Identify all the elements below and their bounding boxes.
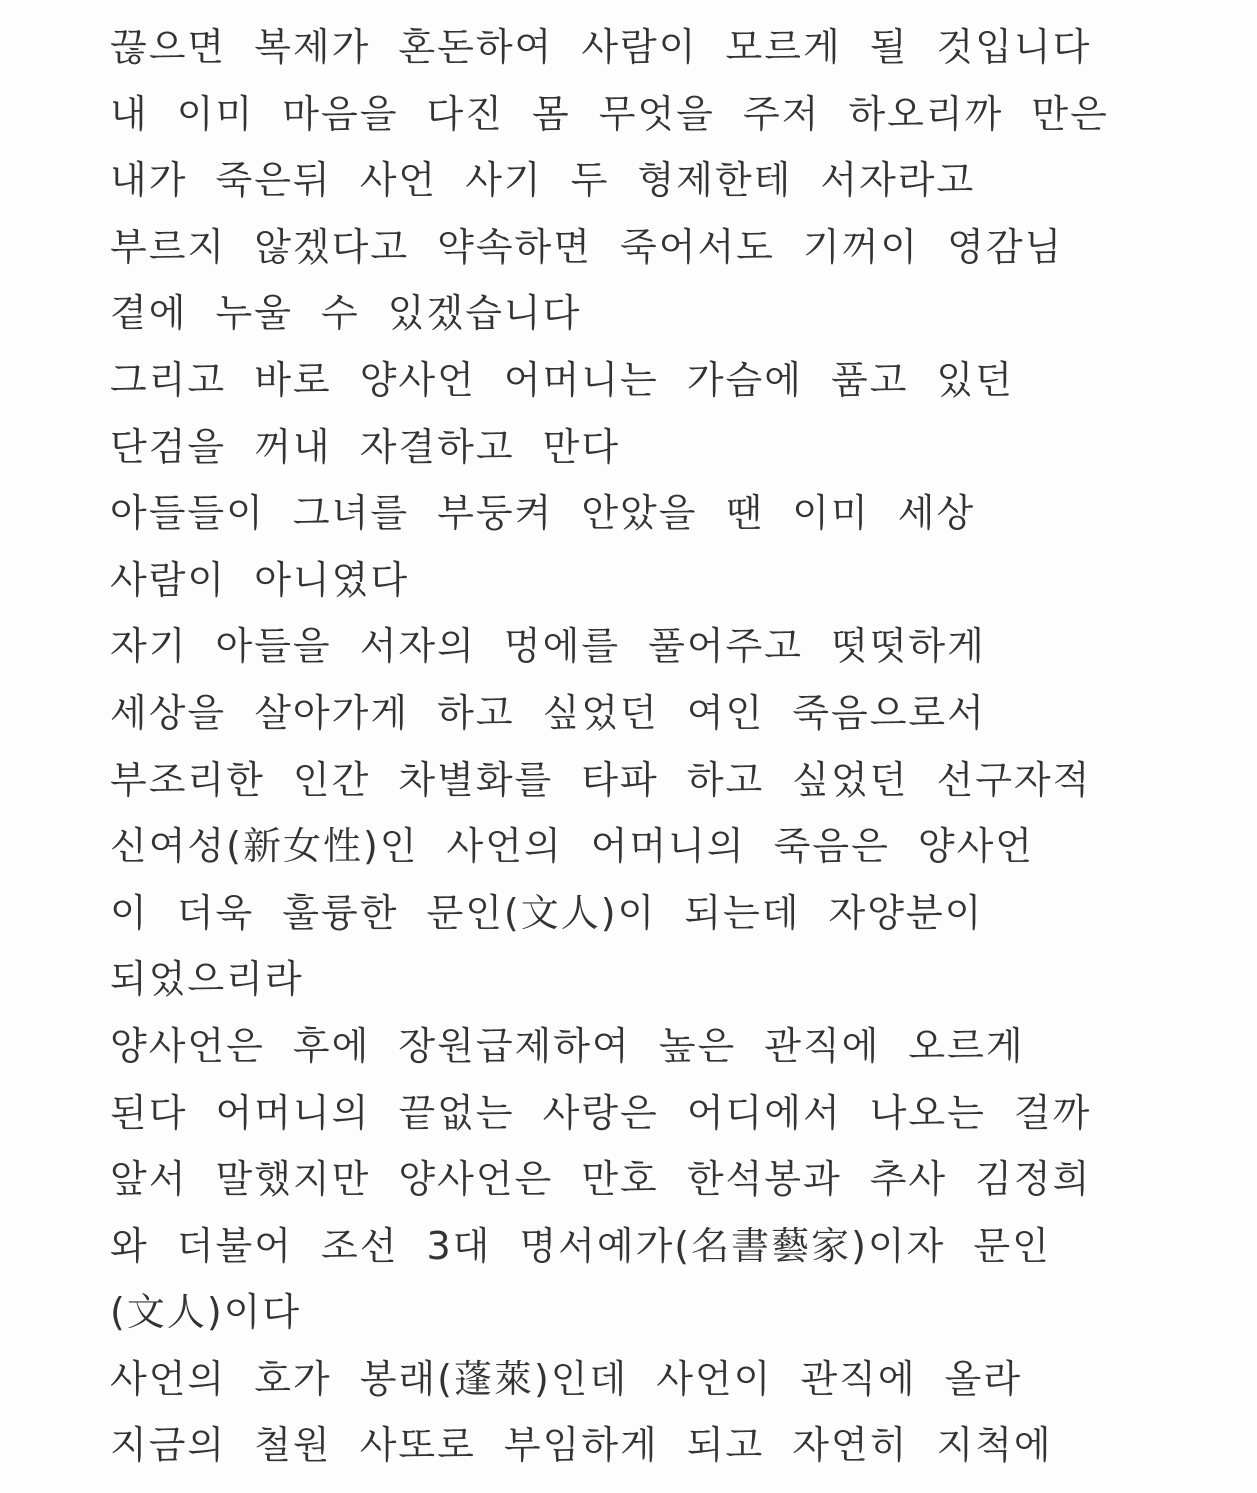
- text-line: 양사언은 후에 장원급제하여 높은 관직에 오르게: [110, 1023, 1025, 1068]
- text-line: 부르지 않겠다고 약속하면 죽어서도 기꺼이 영감님: [110, 224, 1064, 269]
- text-line: 사언의 호가 봉래(蓬萊)인데 사언이 관직에 올라: [110, 1356, 1023, 1401]
- text-line: 이 더욱 훌륭한 문인(文人)이 되는데 자양분이: [110, 890, 984, 935]
- text-line: 단검을 꺼내 자결하고 만다: [110, 424, 621, 469]
- text-line: 와 더불어 조선 3대 명서예가(名書藝家)이자 문인: [110, 1223, 1051, 1268]
- text-line: 그리고 바로 양사언 어머니는 가슴에 품고 있던: [110, 357, 1014, 402]
- text-line: (文人)이다: [110, 1290, 302, 1335]
- text-line: 앞서 말했지만 양사언은 만호 한석봉과 추사 김정희: [110, 1157, 1092, 1202]
- text-line: 세상을 살아가게 하고 싶었던 여인 죽음으로서: [110, 690, 986, 735]
- text-line: 아들들이 그녀를 부둥켜 안았을 땐 이미 세상: [110, 491, 976, 536]
- text-line: 내 이미 마음을 다진 몸 무엇을 주저 하오리까 만은: [110, 91, 1109, 136]
- text-line: 끊으면 복제가 혼돈하여 사람이 모르게 될 것입니다: [110, 25, 1092, 69]
- text-line: 신여성(新女性)인 사언의 어머니의 죽음은 양사언: [110, 824, 1035, 869]
- text-line: 부조리한 인간 차별화를 타파 하고 싶었던 선구자적: [110, 757, 1092, 802]
- text-line: 내가 죽은뒤 사언 사기 두 형제한테 서자라고: [110, 158, 976, 203]
- text-line: 된다 어머니의 끝없는 사랑은 어디에서 나오는 걸까: [110, 1090, 1092, 1135]
- text-line: 지금의 철원 사또로 부임하게 되고 자연히 지척에: [110, 1423, 1053, 1468]
- text-line: 사람이 아니였다: [110, 557, 410, 602]
- text-line: 자기 아들을 서자의 멍에를 풀어주고 떳떳하게: [110, 624, 986, 669]
- text-line: 곁에 누울 수 있겠습니다: [110, 291, 582, 336]
- text-line: 되었으리라: [110, 957, 304, 1002]
- body-text: [110, 14, 1140, 1479]
